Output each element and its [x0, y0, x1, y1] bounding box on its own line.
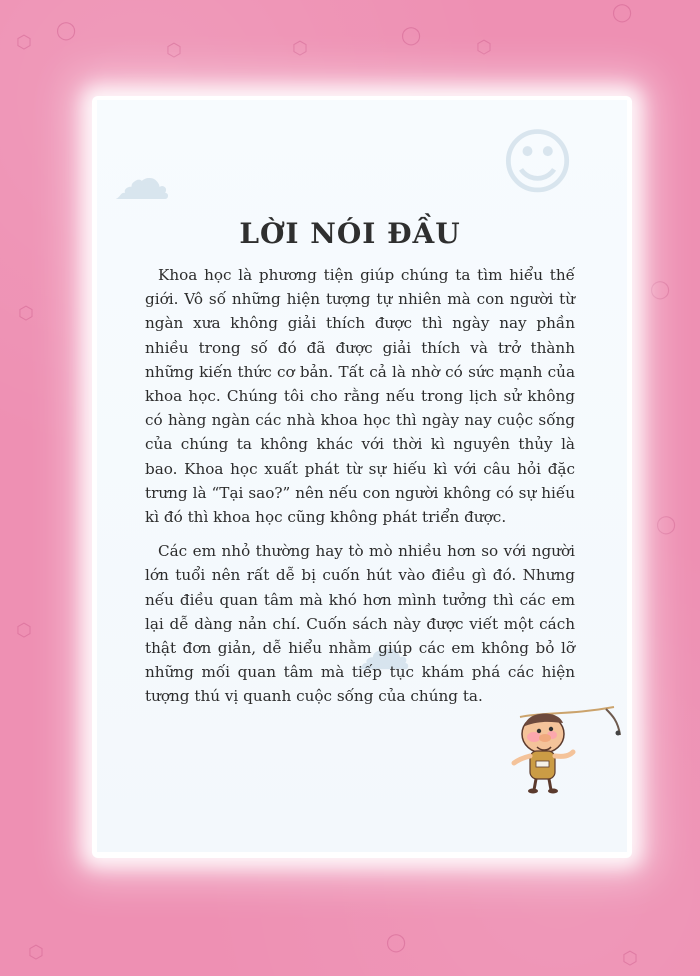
- bolt-pattern-icon: ⬡: [476, 37, 492, 58]
- paragraph-1: Khoa học là phương tiện giúp chúng ta tìm hiểu thế giới. Vô số những hiện tượng tự nhiên mà con người từ ngàn xưa không giải thích được thì ngày nay phần nhiều trong số đó đã được giải thích và trở thành những kiến thức cơ bản. Tất cả là nhờ có sức mạnh của khoa học. Chúng tôi cho rằng nếu trong lịch sử không có hàng ngàn các nhà khoa học thì ngày nay cuộc sống của chúng ta không khác với thời kì nguyên thủy là bao. Khoa học xuất phát từ sự hiếu kì với câu hỏi đặc trưng là “Tại sao?” nên nếu con người không có sự hiếu kì đó thì khoa học cũng không phát triển được.: [145, 266, 575, 527]
- nut-pattern-icon: ◯: [386, 932, 407, 953]
- bolt-pattern-icon: ⬡: [18, 303, 34, 324]
- page-title: LỜI NÓI ĐẦU: [239, 216, 461, 250]
- faded-illustration-icon: ☺: [500, 120, 576, 204]
- bolt-pattern-icon: ⬡: [16, 620, 32, 641]
- bolt-pattern-icon: ⬡: [292, 38, 308, 59]
- bolt-pattern-icon: ⬡: [622, 948, 638, 969]
- faded-illustration-icon: ☁: [355, 618, 411, 683]
- nut-pattern-icon: ◯: [612, 2, 633, 23]
- nut-pattern-icon: ◯: [650, 279, 671, 300]
- scientist-character-icon: [510, 703, 628, 795]
- faded-illustration-icon: ☁: [113, 145, 171, 213]
- nut-pattern-icon: ◯: [401, 25, 422, 46]
- paragraph-2: Các em nhỏ thường hay tò mò nhiều hơn so với người lớn tuổi nên rất dễ bị cuốn hút vào điều gì đó. Nhưng nếu điều quan tâm mà khó hơn mình tưởng thì các em lại dễ dàng nản chí. Cuốn sách này được viết một cách thật đơn giản, dễ hiểu nhằm giúp các em không bỏ lỡ những mối quan tâm mà tiếp tục khám phá các hiện tượng thú vị quanh cuộc sống của chúng ta.: [145, 542, 575, 706]
- bolt-pattern-icon: ⬡: [166, 40, 182, 61]
- preface-text: [145, 263, 575, 719]
- bolt-pattern-icon: ⬡: [16, 32, 32, 53]
- nut-pattern-icon: ◯: [656, 514, 677, 535]
- nut-pattern-icon: ◯: [56, 20, 77, 41]
- bolt-pattern-icon: ⬡: [28, 942, 44, 963]
